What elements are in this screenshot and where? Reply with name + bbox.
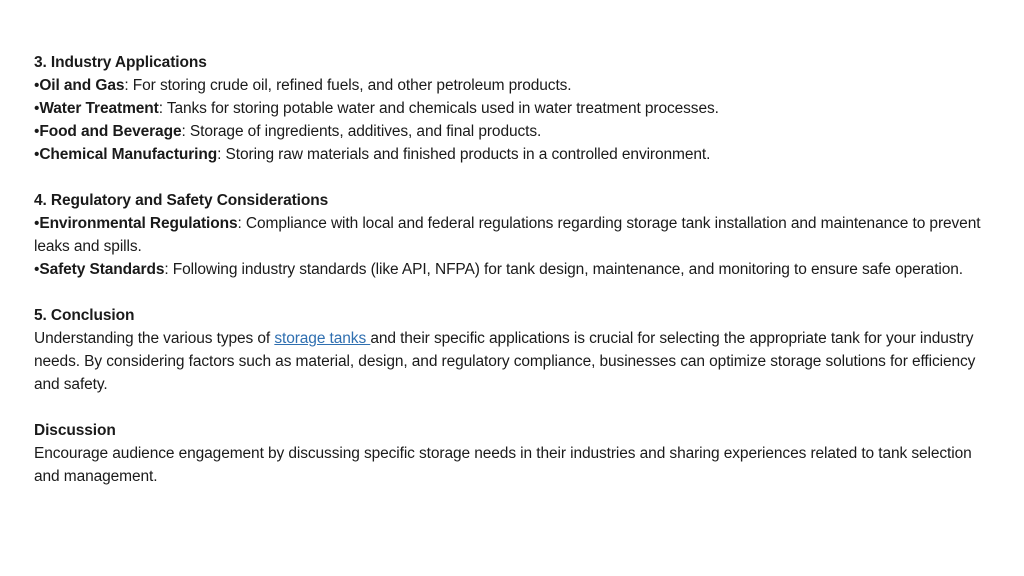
list-item-oil-and-gas [34, 74, 1000, 97]
item-description: : Following industry standards (like API, NFPA) for tank design, maintenance, and monitoring to ensure safe operation. [164, 261, 964, 278]
item-description: : Storing raw materials and finished products in a controlled environment. [217, 146, 711, 163]
list-item-food-and-beverage [34, 120, 1000, 143]
storage-tanks-link[interactable]: storage tanks [274, 330, 371, 347]
section-heading-regulatory-safety: 4. Regulatory and Safety Considerations [34, 192, 329, 209]
spacer [34, 166, 1000, 189]
conclusion-paragraph [34, 327, 1000, 396]
list-item-environmental-regulations [34, 212, 1000, 258]
item-term: Oil and Gas [39, 77, 125, 94]
discussion-paragraph: Encourage audience engagement by discussing specific storage needs in their industries and sharing experiences related to tank selection and management. [34, 445, 972, 485]
list-item-safety-standards [34, 258, 1000, 281]
spacer [34, 396, 1000, 419]
item-description: : Tanks for storing potable water and chemicals used in water treatment processes. [158, 100, 719, 117]
item-description: : Storage of ingredients, additives, and final products. [181, 123, 542, 140]
item-term: Water Treatment [39, 100, 159, 117]
list-item-water-treatment [34, 97, 1000, 120]
item-term: Safety Standards [39, 261, 165, 278]
bullet: • [34, 261, 40, 278]
item-description: : Compliance with local and federal regulations regarding storage tank installation and maintenance to prevent leaks and spills. [34, 215, 981, 255]
bullet: • [34, 100, 40, 117]
bullet: • [34, 215, 40, 232]
item-term: Environmental Regulations [39, 215, 238, 232]
item-term: Chemical Manufacturing [39, 146, 218, 163]
item-term: Food and Beverage [39, 123, 182, 140]
bullet: • [34, 146, 40, 163]
section-heading-discussion: Discussion [34, 422, 116, 439]
section-heading-industry-applications: 3. Industry Applications [34, 54, 207, 71]
section-heading-conclusion: 5. Conclusion [34, 307, 135, 324]
slide-content [34, 51, 1000, 488]
list-item-chemical-manufacturing [34, 143, 1000, 166]
bullet: • [34, 77, 40, 94]
conclusion-text-after: and their specific applications is crucial for selecting the appropriate tank for your industry needs. By considering factors such as material, design, and regulatory compliance, businesses can optimize storage solutions for efficiency and safety. [34, 330, 976, 393]
conclusion-text-before: Understanding the various types of [34, 330, 275, 347]
item-description: : For storing crude oil, refined fuels, and other petroleum products. [124, 77, 572, 94]
spacer [34, 281, 1000, 304]
bullet: • [34, 123, 40, 140]
